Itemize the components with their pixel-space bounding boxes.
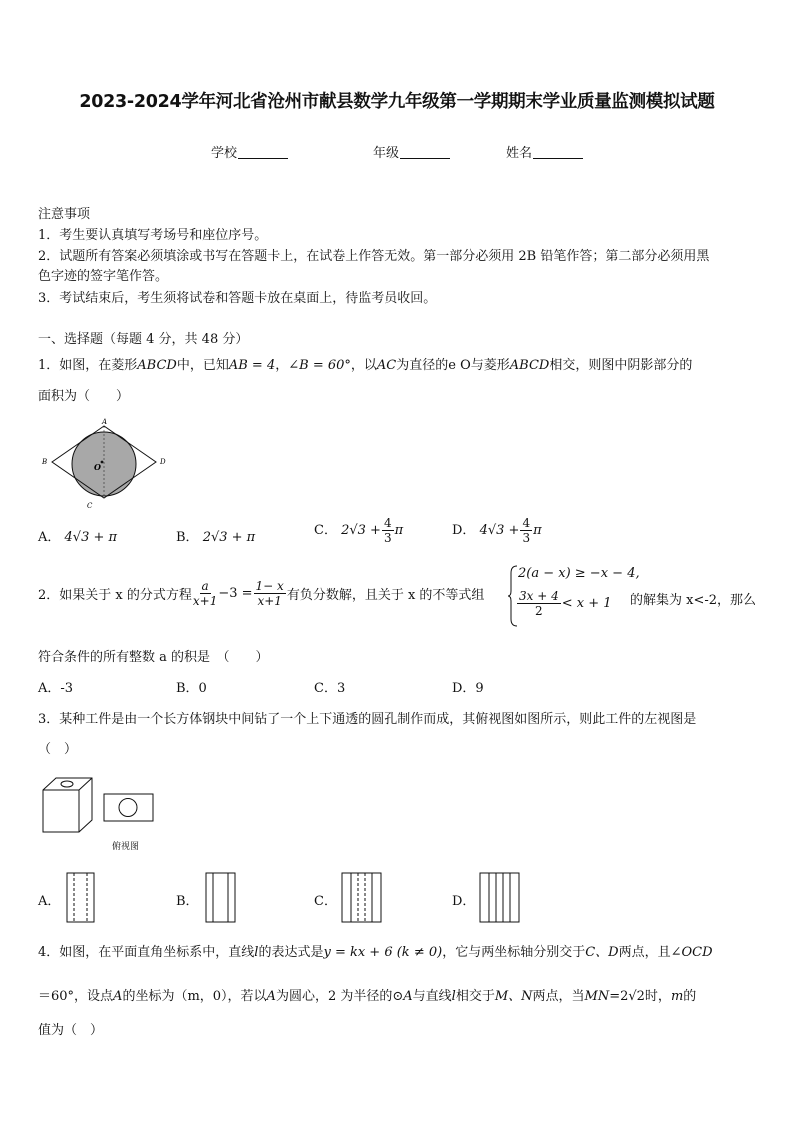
q2-option-a[interactable]: A．-3 bbox=[38, 681, 74, 696]
label-D: D bbox=[160, 458, 166, 466]
question-3-text: 3．某种工件是由一个长方体钢块中间钻了一个上下通透的圆孔制作而成，其俯视图如图所示，则此工件的左视图是 bbox=[38, 712, 697, 727]
label-B: B bbox=[42, 458, 48, 466]
q3-option-a-figure[interactable] bbox=[66, 872, 96, 924]
notice-item: 色字迹的签字笔作答。 bbox=[38, 269, 169, 284]
notice-item: 1．考生要认真填写考场号和座位序号。 bbox=[38, 228, 268, 243]
question-4-text: 4．如图，在平面直角坐标系中，直线l的表达式是y = kx + 6 (k ≠ 0)，它与两坐标轴分别交于C、D两点，且∠OCD bbox=[38, 945, 713, 960]
grade-label: 年级 bbox=[373, 146, 400, 161]
question-1-text: 1．如图，在菱形ABCD中，已知AB = 4，∠B = 60°，以AC为直径的e O与菱形ABCD相交，则图中阴影部分的 bbox=[38, 358, 693, 373]
q3-option-b-figure[interactable] bbox=[205, 872, 237, 924]
q2-option-b[interactable]: B．0 bbox=[176, 681, 207, 696]
notice-item: 3．考试结束后，考生须将试卷和答题卡放在桌面上，待监考员收回。 bbox=[38, 291, 437, 306]
q3-option-d[interactable]: D． bbox=[452, 894, 476, 909]
label-C: C bbox=[87, 502, 93, 510]
q3-option-b[interactable]: B． bbox=[176, 894, 199, 909]
rhombus-circle-figure bbox=[36, 412, 170, 512]
q3-option-a[interactable]: A． bbox=[38, 894, 61, 909]
label-O: O bbox=[94, 462, 101, 472]
top-view-caption: 俯视图 bbox=[112, 842, 140, 852]
school-label: 学校 bbox=[211, 146, 238, 161]
name-field[interactable] bbox=[506, 142, 583, 161]
notice-item: 2．试题所有答案必须填涂或书写在答题卡上，在试卷上作答无效。第一部分必须用 2B 铅笔作答；第二部分必须用黑 bbox=[38, 249, 710, 264]
q3-option-c-figure[interactable] bbox=[341, 872, 383, 924]
question-2-text: 2．如果关于 x 的分式方程 $\frac{a}{x+1}$ −3 = $\frac{1- x}{x+1}$ 有负分数解，且关于 x 的不等式组 bbox=[38, 579, 485, 608]
q2-option-c[interactable]: C．3 bbox=[314, 681, 346, 696]
question-1-line2: 面积为（ ） bbox=[38, 389, 130, 404]
workpiece-figure bbox=[40, 774, 160, 836]
grade-field[interactable] bbox=[373, 142, 450, 161]
q2-option-d[interactable]: D．9 bbox=[452, 681, 484, 696]
q3-option-d-figure[interactable] bbox=[479, 872, 521, 924]
inequality-1: 2(a − x) ≥ −x − 4, bbox=[518, 566, 640, 581]
q1-option-a[interactable]: A． 4√3 + π bbox=[38, 530, 118, 545]
question-3-line2: （ ） bbox=[38, 742, 78, 757]
q1-option-b[interactable]: B． 2√3 + π bbox=[176, 530, 256, 545]
name-label: 姓名 bbox=[506, 146, 533, 161]
q1-option-c[interactable]: C． 2√3 + $\frac{4}{3}$ π bbox=[314, 516, 404, 545]
question-4-line3: 值为（ ） bbox=[38, 1023, 104, 1038]
notice-heading: 注意事项 bbox=[38, 207, 91, 222]
q1-option-d[interactable]: D． 4√3 + $\frac{4}{3}$ π bbox=[452, 516, 542, 545]
question-4-line2: ＝60°，设点A的坐标为（m，0），若以A为圆心，2 为半径的⊙A与直线l相交于M、N两点，当MN=2√2时，m的 bbox=[38, 989, 697, 1004]
question-2-tail: 的解集为 x<-2，那么 bbox=[630, 593, 757, 608]
inequality-2: $\frac{3x + 4}{2}$ < x + 1 bbox=[519, 589, 612, 618]
page-title: 2023-2024学年河北省沧州市献县数学九年级第一学期期末学业质量监测模拟试题 bbox=[79, 92, 715, 112]
school-field[interactable] bbox=[211, 142, 288, 161]
section-heading: 一、选择题（每题 4 分，共 48 分） bbox=[38, 332, 249, 347]
label-A: A bbox=[102, 418, 108, 426]
q3-option-c[interactable]: C． bbox=[314, 894, 337, 909]
question-2-line2: 符合条件的所有整数 a 的积是 （ ） bbox=[38, 650, 269, 665]
